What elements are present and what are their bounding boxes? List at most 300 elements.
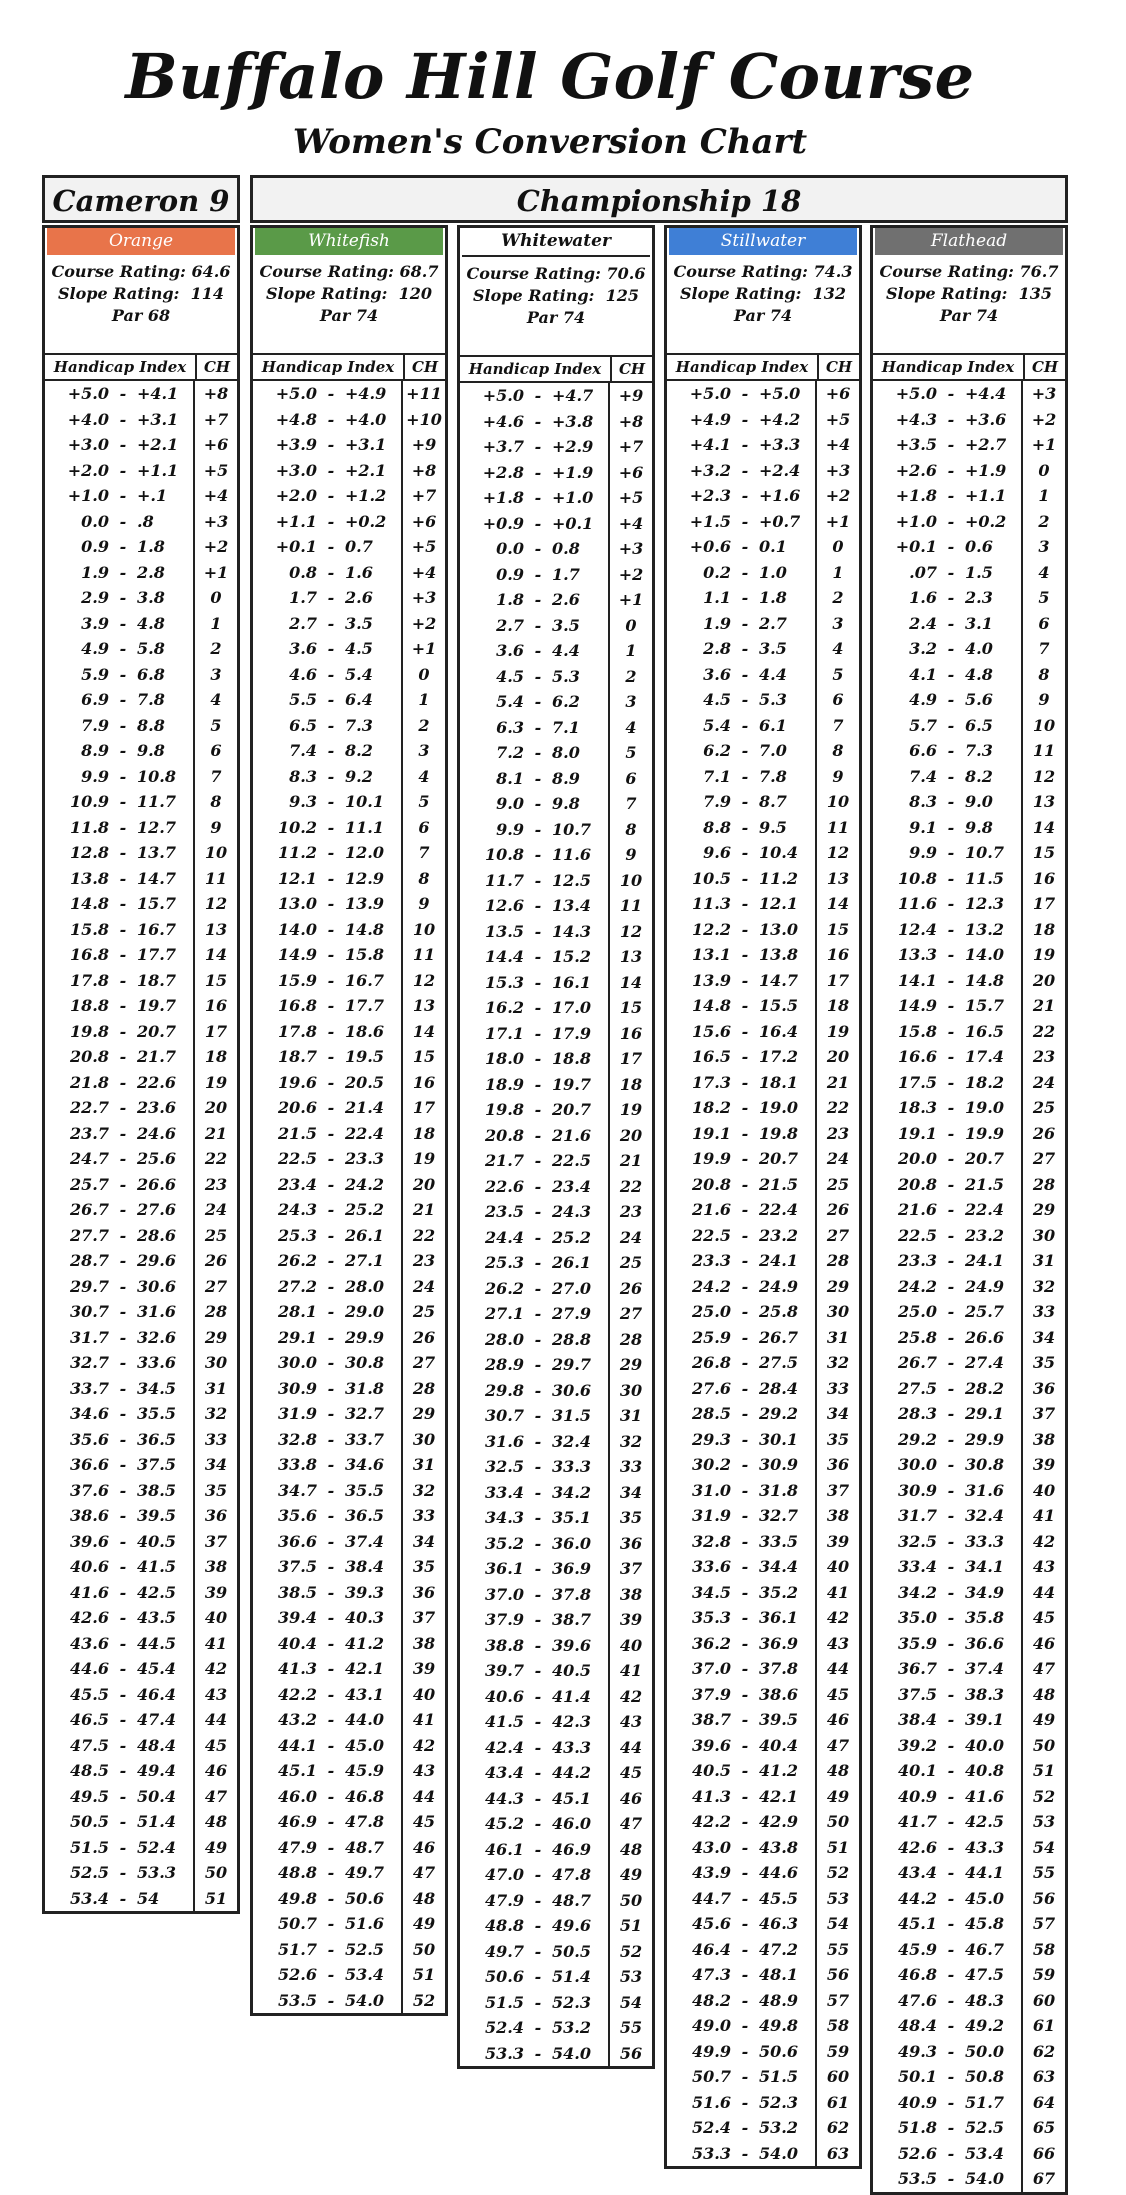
- course-handicap-value: 36: [826, 1455, 850, 1474]
- course-slope: Slope Rating: 114: [57, 284, 224, 303]
- table-row: [667, 815, 859, 841]
- table-row: [667, 1146, 859, 1172]
- range-low: 48.2: [692, 1990, 731, 2010]
- range-separator: -: [947, 1608, 955, 1627]
- course-handicap-value: 42: [826, 1608, 850, 1627]
- range-separator: -: [534, 1814, 542, 1833]
- range-low: 46.5: [70, 1710, 109, 1729]
- table-row: [460, 536, 652, 562]
- range-low: +1.8: [895, 486, 937, 505]
- range-high: 11.6: [552, 845, 591, 864]
- range-separator: -: [327, 1225, 335, 1245]
- handicap-range: [873, 560, 1023, 586]
- course-handicap-value: 51: [204, 1888, 228, 1908]
- course-handicap-value: 34: [619, 1482, 643, 1502]
- page-subtitle: Women's Conversion Chart: [292, 122, 808, 162]
- range-separator: -: [534, 1482, 542, 1502]
- range-low: 19.8: [70, 1021, 109, 1041]
- range-low: 42.6: [898, 1837, 937, 1857]
- table-row: [667, 2013, 859, 2039]
- handicap-range: [45, 483, 195, 509]
- range-low: 0.0: [496, 539, 524, 558]
- range-separator: -: [119, 894, 127, 913]
- table-row: [45, 1172, 237, 1198]
- range-separator: -: [741, 1684, 749, 1704]
- table-row: [253, 968, 445, 994]
- range-separator: -: [947, 1888, 955, 1908]
- course-handicap-value: 42: [619, 1686, 643, 1706]
- range-low: 14.9: [898, 996, 937, 1015]
- range-separator: -: [741, 2092, 749, 2112]
- handicap-range: [667, 1044, 817, 1070]
- course-rating: Course Rating: 64.6: [51, 262, 231, 281]
- range-low: 50.7: [278, 1914, 317, 1933]
- range-high: 33.3: [965, 1531, 1004, 1551]
- range-low: 10.5: [692, 868, 731, 888]
- range-high: 36.9: [552, 1559, 591, 1578]
- handicap-range: [45, 738, 195, 764]
- range-separator: -: [327, 843, 335, 862]
- range-low: 21.5: [278, 1123, 317, 1143]
- handicap-range: [45, 1529, 195, 1555]
- handicap-range: [667, 1376, 817, 1402]
- course-handicap-value: 16: [204, 996, 228, 1015]
- handicap-index-header: Handicap Index: [667, 355, 819, 379]
- range-high: 6.1: [759, 715, 787, 735]
- range-separator: -: [327, 1378, 335, 1398]
- table-row: [667, 1631, 859, 1657]
- table-row: [667, 2039, 859, 2065]
- table-row: [253, 1580, 445, 1606]
- range-high: 1.8: [759, 588, 787, 607]
- range-low: 8.9: [81, 741, 109, 760]
- handicap-range: [45, 1758, 195, 1784]
- tee-column-whitewater: [457, 225, 655, 2069]
- course-handicap-value: 43: [1032, 1557, 1056, 1576]
- table-row: [460, 1072, 652, 1098]
- handicap-range: [460, 817, 610, 843]
- table-row: [460, 740, 652, 766]
- table-row: [45, 1325, 237, 1351]
- range-low: 7.4: [909, 766, 937, 786]
- range-low: 24.7: [70, 1149, 109, 1168]
- column-header: [460, 357, 652, 383]
- range-low: 37.0: [692, 1659, 731, 1678]
- range-high: 13.9: [345, 894, 384, 913]
- range-high: 12.1: [759, 894, 798, 913]
- range-high: 41.2: [759, 1761, 798, 1780]
- handicap-range: [45, 1580, 195, 1606]
- range-low: 31.7: [70, 1327, 109, 1347]
- course-handicap-value: 25: [412, 1302, 436, 1321]
- handicap-range: [667, 2064, 817, 2090]
- range-high: 50.6: [759, 2041, 798, 2061]
- course-handicap-value: +8: [618, 411, 644, 431]
- range-high: 24.3: [552, 1202, 591, 1221]
- handicap-range: [667, 1172, 817, 1198]
- range-low: 0.2: [703, 562, 731, 582]
- range-separator: -: [534, 615, 542, 635]
- table-row: [873, 1988, 1065, 2014]
- handicap-range: [460, 1301, 610, 1327]
- table-row: [45, 509, 237, 535]
- table-row: [667, 432, 859, 458]
- range-high: +4.0: [345, 409, 387, 429]
- range-separator: -: [327, 1149, 335, 1168]
- range-low: 48.8: [485, 1916, 524, 1935]
- range-high: 21.6: [552, 1125, 591, 1145]
- course-handicap-value: 18: [1032, 919, 1056, 939]
- range-high: 42.5: [137, 1582, 176, 1602]
- range-separator: -: [119, 1480, 127, 1500]
- handicap-range: [460, 1250, 610, 1276]
- range-low: 19.9: [692, 1149, 731, 1168]
- course-handicap-value: 39: [826, 1531, 850, 1551]
- range-high: +3.3: [759, 435, 801, 454]
- range-low: 11.6: [898, 894, 937, 913]
- range-high: 23.2: [759, 1225, 798, 1245]
- table-row: [873, 713, 1065, 739]
- course-handicap-value: 55: [826, 1939, 850, 1959]
- range-separator: -: [327, 588, 335, 607]
- range-high: 49.7: [345, 1863, 384, 1882]
- handicap-range: [460, 1607, 610, 1633]
- course-handicap-value: 10: [204, 843, 228, 862]
- table-row: [253, 1529, 445, 1555]
- table-row: [667, 585, 859, 611]
- range-separator: -: [741, 1429, 749, 1449]
- course-handicap-value: 37: [826, 1480, 850, 1500]
- table-row: [873, 1095, 1065, 1121]
- range-low: 26.2: [278, 1251, 317, 1270]
- range-separator: -: [327, 613, 335, 633]
- range-low: 29.3: [692, 1429, 731, 1449]
- range-low: 0.9: [81, 537, 109, 556]
- handicap-range: [873, 1835, 1023, 1861]
- course-handicap-value: 23: [1032, 1047, 1056, 1066]
- range-low: 38.5: [278, 1582, 317, 1602]
- range-separator: -: [534, 1125, 542, 1145]
- course-handicap-value: 17: [826, 970, 850, 990]
- range-high: 5.6: [965, 690, 993, 709]
- course-handicap-value: 3: [418, 741, 430, 760]
- range-high: 39.3: [345, 1582, 384, 1602]
- range-separator: -: [327, 1072, 335, 1092]
- range-separator: -: [327, 409, 335, 429]
- range-separator: -: [947, 1506, 955, 1525]
- table-row: [45, 560, 237, 586]
- table-row: [45, 1605, 237, 1631]
- table-row: [45, 764, 237, 790]
- handicap-range: [253, 1605, 403, 1631]
- table-row: [253, 1223, 445, 1249]
- course-handicap-value: 21: [619, 1151, 643, 1170]
- course-handicap-header: CH: [618, 360, 646, 378]
- course-handicap-value: 1: [418, 690, 430, 709]
- range-high: 46.8: [345, 1786, 384, 1806]
- handicap-range: [460, 1837, 610, 1863]
- range-low: 1.7: [289, 588, 317, 607]
- table-row: [253, 1401, 445, 1427]
- course-handicap-value: 6: [832, 690, 844, 709]
- range-separator: -: [741, 1098, 749, 1117]
- range-separator: -: [534, 1992, 542, 2012]
- column-header: [45, 355, 237, 381]
- range-high: 30.1: [759, 1429, 798, 1449]
- range-high: 36.5: [345, 1506, 384, 1525]
- range-low: 7.1: [703, 766, 731, 786]
- range-low: 47.6: [898, 1990, 937, 2010]
- range-low: 21.7: [485, 1151, 524, 1170]
- range-high: +4.7: [552, 386, 594, 405]
- range-separator: -: [534, 1839, 542, 1859]
- course-handicap-value: 44: [1032, 1582, 1056, 1602]
- course-par: Par 74: [526, 308, 586, 327]
- table-row: [45, 381, 237, 407]
- range-high: 8.9: [552, 768, 580, 788]
- range-high: 25.8: [759, 1302, 798, 1321]
- range-separator: -: [741, 1710, 749, 1729]
- range-low: 9.9: [909, 843, 937, 862]
- handicap-range: [253, 560, 403, 586]
- table-row: [460, 1250, 652, 1276]
- handicap-range: [45, 1248, 195, 1274]
- range-low: 28.1: [278, 1302, 317, 1321]
- handicap-range: [460, 2041, 610, 2067]
- range-low: 43.0: [692, 1837, 731, 1857]
- range-high: +4.1: [137, 384, 179, 403]
- range-low: 38.8: [485, 1635, 524, 1655]
- handicap-range: [460, 1072, 610, 1098]
- range-low: 6.9: [81, 690, 109, 709]
- table-row: [667, 1733, 859, 1759]
- range-high: 53.4: [965, 2143, 1004, 2163]
- table-row: [253, 1605, 445, 1631]
- range-separator: -: [119, 1786, 127, 1806]
- tee-column-whitefish: [250, 225, 448, 2016]
- handicap-range: [45, 942, 195, 968]
- handicap-range: [253, 534, 403, 560]
- table-row: [873, 1580, 1065, 1606]
- range-separator: -: [947, 792, 955, 811]
- course-handicap-value: 27: [619, 1304, 643, 1323]
- handicap-range: [253, 1835, 403, 1861]
- range-high: 13.0: [759, 919, 798, 939]
- handicap-range: [873, 585, 1023, 611]
- handicap-range: [873, 815, 1023, 841]
- range-high: 53.2: [552, 2018, 591, 2037]
- handicap-range: [460, 1480, 610, 1506]
- range-high: 27.5: [759, 1353, 798, 1372]
- range-high: 15.5: [759, 996, 798, 1015]
- range-high: 1.6: [345, 562, 373, 582]
- handicap-range: [460, 1123, 610, 1149]
- handicap-range: [667, 2115, 817, 2141]
- range-separator: -: [947, 2092, 955, 2112]
- course-handicap-value: 1: [625, 641, 637, 660]
- range-low: 35.0: [898, 1608, 937, 1627]
- range-separator: -: [327, 1939, 335, 1959]
- course-handicap-value: +6: [618, 462, 644, 482]
- handicap-range: [667, 1121, 817, 1147]
- range-low: +1.1: [275, 511, 317, 531]
- handicap-range: [873, 407, 1023, 433]
- handicap-range: [873, 1452, 1023, 1478]
- range-separator: -: [119, 741, 127, 760]
- range-separator: -: [741, 2118, 749, 2137]
- range-high: 17.7: [345, 996, 384, 1015]
- range-high: 47.4: [137, 1710, 176, 1729]
- range-separator: -: [327, 435, 335, 454]
- course-handicap-value: 37: [1032, 1404, 1056, 1423]
- range-high: 7.3: [965, 741, 993, 760]
- handicap-range: [667, 407, 817, 433]
- table-row: [460, 766, 652, 792]
- handicap-range: [253, 1019, 403, 1045]
- range-high: 33.3: [552, 1457, 591, 1476]
- range-low: 5.7: [909, 715, 937, 735]
- table-row: [667, 1095, 859, 1121]
- course-handicap-value: 16: [619, 1023, 643, 1043]
- table-row: [873, 1733, 1065, 1759]
- range-low: 44.7: [692, 1888, 731, 1908]
- range-separator: -: [741, 588, 749, 607]
- course-handicap-value: +9: [411, 435, 437, 454]
- range-high: 19.8: [759, 1123, 798, 1143]
- range-separator: -: [534, 1074, 542, 1094]
- range-low: 43.2: [278, 1710, 317, 1729]
- range-separator: -: [534, 1941, 542, 1961]
- range-separator: -: [119, 1684, 127, 1704]
- table-row: [667, 1299, 859, 1325]
- handicap-range: [460, 1658, 610, 1684]
- course-handicap-value: 45: [204, 1735, 228, 1755]
- range-separator: -: [947, 1684, 955, 1704]
- course-handicap-value: +5: [618, 488, 644, 507]
- handicap-range: [873, 1631, 1023, 1657]
- handicap-range: [667, 1554, 817, 1580]
- handicap-range: [45, 534, 195, 560]
- range-high: 30.8: [965, 1455, 1004, 1474]
- course-handicap-value: 33: [619, 1457, 643, 1476]
- range-high: 9.8: [137, 741, 165, 760]
- course-handicap-value: 48: [412, 1888, 436, 1908]
- course-slope: Slope Rating: 135: [885, 284, 1052, 303]
- handicap-range: [667, 968, 817, 994]
- table-row: [667, 713, 859, 739]
- table-row: [253, 1554, 445, 1580]
- course-handicap-value: 37: [204, 1531, 228, 1551]
- range-high: 23.4: [552, 1176, 591, 1196]
- range-high: 5.3: [759, 690, 787, 709]
- range-high: +1.1: [965, 486, 1007, 505]
- course-handicap-value: 5: [1038, 588, 1050, 607]
- table-row: [873, 534, 1065, 560]
- range-separator: -: [119, 435, 127, 454]
- table-row: [667, 1452, 859, 1478]
- range-separator: -: [947, 1786, 955, 1806]
- table-row: [45, 1223, 237, 1249]
- range-separator: -: [947, 1735, 955, 1755]
- table-row: [253, 1325, 445, 1351]
- range-separator: -: [327, 1276, 335, 1296]
- range-high: 46.7: [965, 1939, 1004, 1959]
- range-high: 35.8: [965, 1608, 1004, 1627]
- range-low: +5.0: [689, 384, 731, 403]
- table-row: [667, 968, 859, 994]
- table-row: [253, 1682, 445, 1708]
- range-low: 4.5: [703, 690, 731, 709]
- table-row: [667, 1044, 859, 1070]
- range-high: 51.4: [137, 1812, 176, 1831]
- table-row: [873, 1529, 1065, 1555]
- range-low: +4.6: [482, 411, 524, 431]
- table-row: [873, 866, 1065, 892]
- range-low: 39.4: [278, 1608, 317, 1627]
- table-row: [873, 840, 1065, 866]
- table-row: [253, 1911, 445, 1937]
- course-handicap-value: 48: [1032, 1684, 1056, 1704]
- course-handicap-value: 41: [204, 1633, 228, 1653]
- course-handicap-value: 0: [210, 588, 222, 607]
- range-separator: -: [947, 1404, 955, 1423]
- handicap-range: [667, 2141, 817, 2167]
- table-row: [460, 1837, 652, 1863]
- course-handicap-value: 47: [619, 1814, 643, 1833]
- course-handicap-value: 34: [204, 1455, 228, 1474]
- handicap-range: [667, 458, 817, 484]
- table-row: [253, 662, 445, 688]
- handicap-range: [873, 1095, 1023, 1121]
- range-separator: -: [947, 537, 955, 556]
- handicap-range: [460, 1786, 610, 1812]
- range-separator: -: [534, 1278, 542, 1298]
- course-handicap-value: 55: [619, 2018, 643, 2037]
- course-handicap-value: 46: [826, 1710, 850, 1729]
- handicap-range: [873, 1860, 1023, 1886]
- range-separator: -: [534, 1584, 542, 1604]
- handicap-index-header: Handicap Index: [253, 355, 405, 379]
- range-high: 40.4: [759, 1735, 798, 1755]
- course-handicap-value: +1: [411, 639, 437, 658]
- handicap-range: [253, 917, 403, 943]
- course-handicap-value: 46: [204, 1761, 228, 1780]
- range-high: 45.5: [759, 1888, 798, 1908]
- range-separator: -: [741, 1735, 749, 1755]
- range-high: 52.3: [759, 2092, 798, 2112]
- course-handicap-value: 63: [826, 2143, 850, 2163]
- range-separator: -: [947, 817, 955, 837]
- range-low: 4.9: [81, 639, 109, 658]
- range-separator: -: [947, 1582, 955, 1602]
- range-separator: -: [947, 1710, 955, 1729]
- handicap-range: [253, 432, 403, 458]
- range-high: 21.4: [345, 1098, 384, 1117]
- range-separator: -: [741, 741, 749, 760]
- range-low: 31.9: [278, 1404, 317, 1423]
- range-high: 46.4: [137, 1684, 176, 1704]
- course-handicap-value: 34: [412, 1531, 436, 1551]
- table-row: [460, 1174, 652, 1200]
- range-low: 31.6: [485, 1431, 524, 1451]
- handicap-range: [45, 1886, 195, 1912]
- range-high: +4.2: [759, 409, 801, 429]
- course-handicap-value: 52: [1032, 1786, 1056, 1806]
- range-separator: -: [119, 384, 127, 403]
- range-low: 42.2: [278, 1684, 317, 1704]
- range-separator: -: [534, 896, 542, 915]
- range-high: 12.5: [552, 870, 591, 890]
